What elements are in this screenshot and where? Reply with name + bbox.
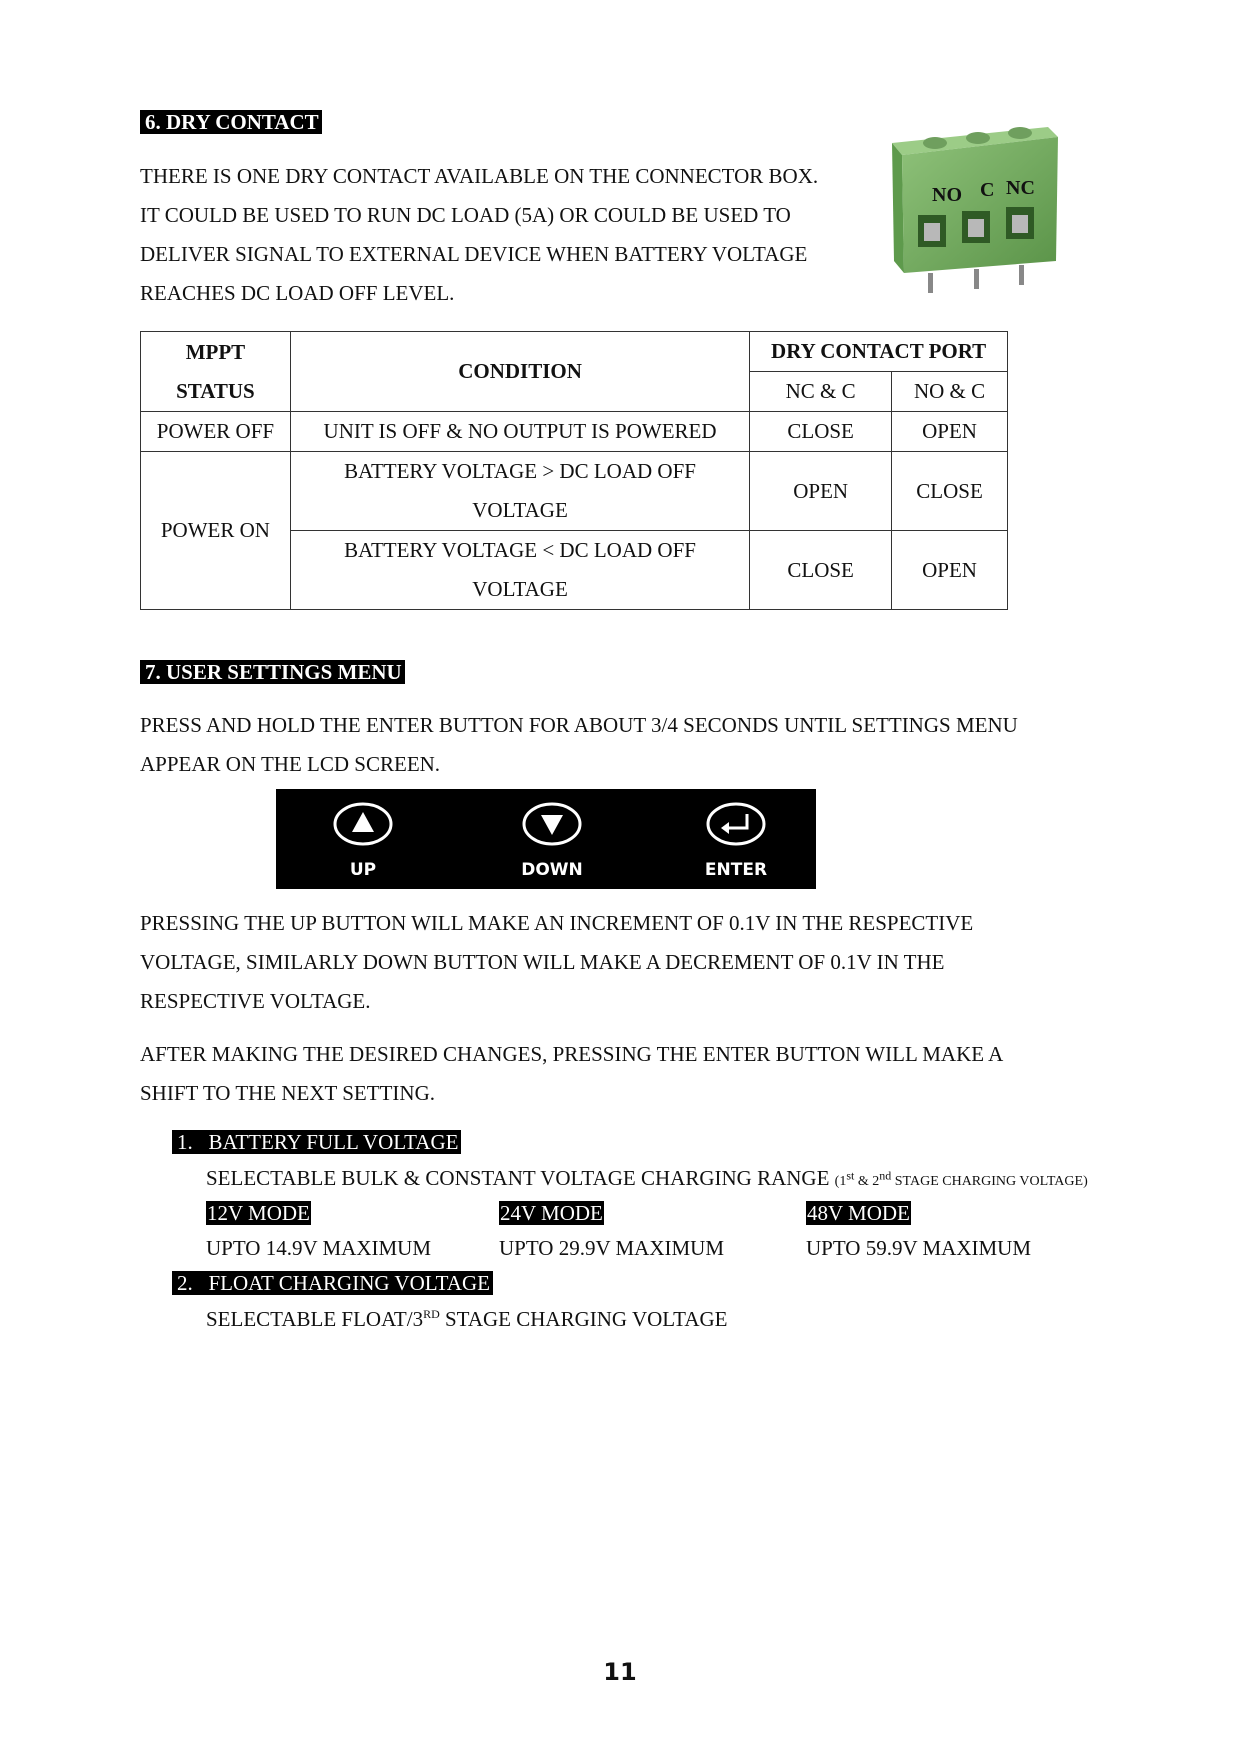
table-row [141, 412, 1008, 452]
mode-24v-max: UPTO 29.9V MAXIMUM [499, 1236, 725, 1260]
terminal-block-image [880, 125, 1070, 305]
paragraph-line: IT COULD BE USED TO RUN DC LOAD (5A) OR COULD BE USED TO [140, 203, 791, 227]
paragraph-line: PRESS AND HOLD THE ENTER BUTTON FOR ABOUT 3/4 SECONDS UNTIL SETTINGS MENU [140, 713, 1018, 737]
settings-intro [140, 706, 1100, 784]
status-cell: POWER OFF [141, 412, 291, 452]
enter-button[interactable]: ENTER [676, 801, 796, 880]
header-dry-contact-port: DRY CONTACT PORT [750, 332, 1008, 372]
setting-item-battery-full-voltage: 1. BATTERY FULL VOLTAGE [172, 1129, 461, 1155]
condition-cell: BATTERY VOLTAGE > DC LOAD OFF VOLTAGE [290, 452, 749, 531]
paragraph-line: PRESSING THE UP BUTTON WILL MAKE AN INCREMENT OF 0.1V IN THE RESPECTIVE [140, 911, 974, 935]
noc-cell: OPEN [892, 412, 1008, 452]
down-arrow-icon [521, 801, 583, 847]
paragraph-line: SHIFT TO THE NEXT SETTING. [140, 1081, 435, 1105]
page-number: 11 [603, 1658, 637, 1686]
paragraph-line: REACHES DC LOAD OFF LEVEL. [140, 281, 455, 305]
mode-48v-label: 48V MODE [807, 1201, 910, 1225]
setting-item-float-charging-voltage: 2. FLOAT CHARGING VOLTAGE [172, 1270, 493, 1296]
paragraph-line: THERE IS ONE DRY CONTACT AVAILABLE ON THE CONNECTOR BOX. [140, 164, 819, 188]
mode-12v-max: UPTO 14.9V MAXIMUM [206, 1236, 432, 1260]
connector-label-c: C [980, 179, 995, 201]
section-6-heading: 6. DRY CONTACT [140, 110, 322, 135]
ncc-cell: OPEN [750, 452, 892, 531]
ncc-cell: CLOSE [750, 412, 892, 452]
header-mppt-status: MPPT STATUS [141, 332, 291, 412]
up-button[interactable]: UP [303, 801, 423, 880]
button-panel [276, 789, 816, 889]
header-nc-c: NC & C [750, 372, 892, 412]
header-no-c: NO & C [892, 372, 1008, 412]
float-description: SELECTABLE FLOAT/3RD STAGE CHARGING VOLTAGE [206, 1307, 728, 1331]
mode-24v-label: 24V MODE [500, 1201, 603, 1225]
down-button[interactable]: DOWN [492, 801, 612, 880]
enter-behavior-paragraph [140, 1035, 1100, 1113]
dry-contact-paragraph [140, 157, 900, 313]
dry-contact-table [140, 331, 1008, 610]
condition-cell: BATTERY VOLTAGE < DC LOAD OFF VOLTAGE [290, 531, 749, 610]
up-arrow-icon [332, 801, 394, 847]
battery-full-description: SELECTABLE BULK & CONSTANT VOLTAGE CHARGING RANGE (1st & 2nd STAGE CHARGING VOLTAGE) [206, 1166, 1088, 1190]
paragraph-line: APPEAR ON THE LCD SCREEN. [140, 752, 441, 776]
paragraph-line: AFTER MAKING THE DESIRED CHANGES, PRESSING THE ENTER BUTTON WILL MAKE A [140, 1042, 1004, 1066]
header-condition: CONDITION [290, 332, 749, 412]
enter-icon [705, 801, 767, 847]
status-cell: POWER ON [141, 452, 291, 610]
ncc-cell: CLOSE [750, 531, 892, 610]
button-behavior-paragraph [140, 904, 1100, 1021]
paragraph-line: DELIVER SIGNAL TO EXTERNAL DEVICE WHEN BATTERY VOLTAGE [140, 242, 808, 266]
table-row [141, 452, 1008, 531]
connector-label-no: NO [932, 184, 962, 206]
noc-cell: OPEN [892, 531, 1008, 610]
connector-label-nc: NC [1006, 177, 1035, 199]
paragraph-line: VOLTAGE, SIMILARLY DOWN BUTTON WILL MAKE A DECREMENT OF 0.1V IN THE [140, 950, 945, 974]
mode-48v-max: UPTO 59.9V MAXIMUM [806, 1236, 1032, 1260]
condition-cell: UNIT IS OFF & NO OUTPUT IS POWERED [290, 412, 749, 452]
section-7-heading: 7. USER SETTINGS MENU [140, 660, 405, 685]
paragraph-line: RESPECTIVE VOLTAGE. [140, 989, 371, 1013]
noc-cell: CLOSE [892, 452, 1008, 531]
mode-12v-label: 12V MODE [207, 1201, 310, 1225]
